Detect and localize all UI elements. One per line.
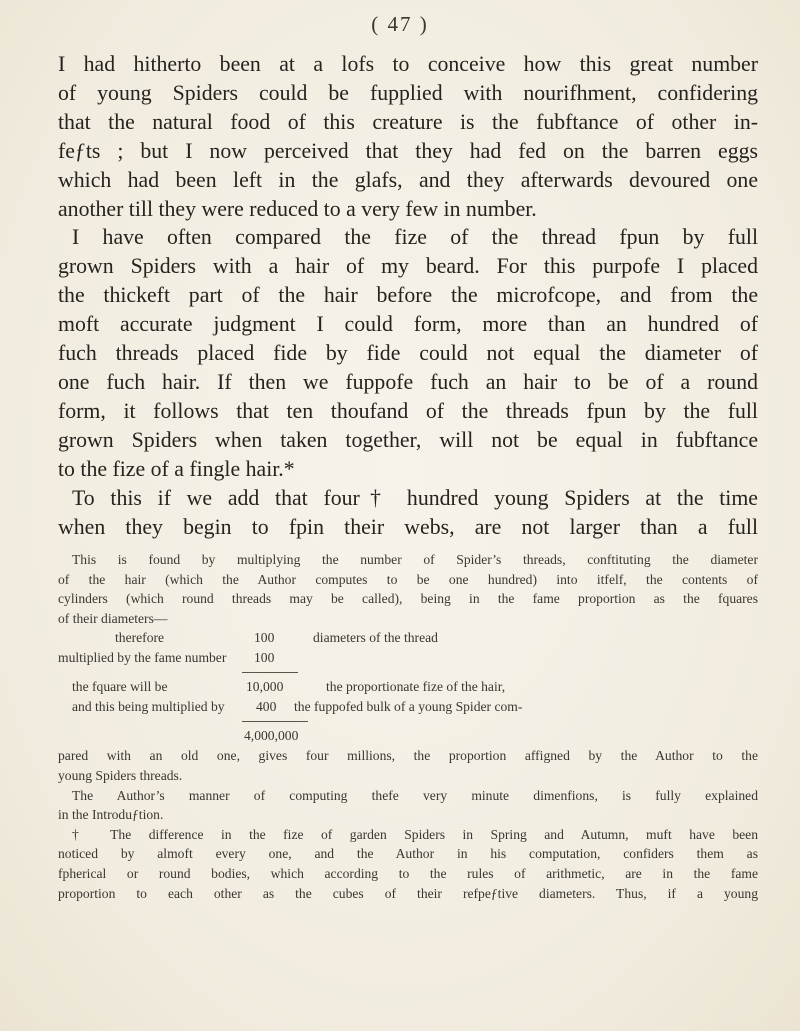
- text-line: grown Spiders with a hair of my beard. For this purpofe I placed: [58, 254, 758, 279]
- text-line: another till they were reduced to a very few in number.: [58, 196, 537, 221]
- text-line: To this if we add that four† hundred young Spiders at the time: [72, 485, 758, 510]
- calc-result: 4,000,000: [244, 728, 299, 744]
- footnote-line: young Spiders threads.: [58, 767, 183, 783]
- footnote-line: The Author’s manner of computing thefe very minute dimenfions, is fully explained: [72, 787, 758, 803]
- footnote-line: cylinders (which round threads may be called), being in the fame proportion as the fquares: [58, 591, 758, 607]
- text-line: one fuch hair. If then we fuppofe fuch an hair to be of a round: [58, 369, 758, 394]
- text-line: of young Spiders could be fupplied with nourifhment, confidering: [58, 80, 758, 105]
- footnote-dagger: [58, 825, 758, 903]
- calc-note: the proportionate fize of the hair,: [326, 679, 506, 695]
- text-line: grown Spiders when taken together, will not be equal in fubftance: [58, 427, 758, 452]
- calc-multiplied: multiplied by the fame number: [58, 650, 227, 666]
- text-line: fuch threads placed fide by fide could not equal the diameter of: [58, 341, 758, 366]
- calc-square-label: the fquare will be: [72, 679, 168, 695]
- footnote-line: noticed by almoft every one, and the Author in his computation, confiders them as: [58, 846, 758, 862]
- calc-hundred: 100: [254, 630, 275, 646]
- text-line: when they begin to fpin their webs, are not larger than a full: [58, 514, 758, 539]
- footnotes: [58, 550, 758, 903]
- calc-rule: [242, 672, 298, 673]
- calc-note: diameters of the thread: [313, 630, 438, 646]
- text-line: which had been left in the glafs, and they afterwards devoured one: [58, 167, 758, 192]
- footnote-line: † The difference in the fize of garden Spiders in Spring and Autumn, muft have been: [72, 826, 758, 842]
- calc-row-multiplied: [58, 648, 758, 668]
- calc-rule: [242, 721, 308, 722]
- main-text: [58, 50, 758, 541]
- text-line: I had hitherto been at a lofs to conceive how this great number: [58, 52, 758, 76]
- page-number: ( 47 ): [371, 12, 429, 36]
- text-line: I have often compared the fize of the thread fpun by full: [72, 225, 758, 250]
- calc-rule-row: [58, 717, 758, 726]
- calc-ten-thousand: 10,000: [246, 679, 284, 695]
- footnote-line: pared with an old one, gives four millions, the proportion affigned by the Author to the: [58, 748, 758, 764]
- text-line: feƒts ; but I now perceived that they had fed on the barren eggs: [58, 138, 758, 163]
- text-line: form, it follows that ten thoufand of the threads fpun by the full: [58, 398, 758, 423]
- calc-row-square: [58, 677, 758, 697]
- calc-rule-row: [58, 668, 758, 677]
- footnote-line: fpherical or round bodies, which according to the rules of arithmetic, are in the fame: [58, 865, 758, 881]
- calc-hundred: 100: [254, 650, 275, 666]
- text-line: moft accurate judgment I could form, more than an hundred of: [58, 312, 758, 337]
- footnote-line: of the hair (which the Author computes to be one hundred) into itfelf, the contents of: [58, 571, 758, 587]
- calc-row-result: [58, 726, 758, 746]
- calc-therefore: therefore: [115, 630, 165, 646]
- footnote-line: This is found by multiplying the number of Spider’s threads, conftituting the diameter: [72, 552, 758, 567]
- text-line: to the fize of a fingle hair.*: [58, 456, 295, 481]
- footnote-line: of their diameters—: [58, 610, 168, 626]
- calc-and-multiplied: and this being multiplied by: [72, 699, 225, 715]
- footnote-line: in the Introduƒtion.: [58, 807, 164, 823]
- calc-four-hundred: 400: [256, 699, 277, 715]
- footnote-line: proportion to each other as the cubes of their refpeƒtive diameters. Thus, if a young: [58, 885, 758, 901]
- text-line: the thickeft part of the hair before the microfcope, and from the: [58, 283, 758, 308]
- text-line: that the natural food of this creature is the fubftance of other in-: [58, 109, 758, 134]
- calc-note: the fuppofed bulk of a young Spider com-: [294, 699, 523, 715]
- calc-row-therefore: [58, 628, 758, 648]
- footnote-star: [58, 550, 758, 825]
- calc-row-and: [58, 697, 758, 717]
